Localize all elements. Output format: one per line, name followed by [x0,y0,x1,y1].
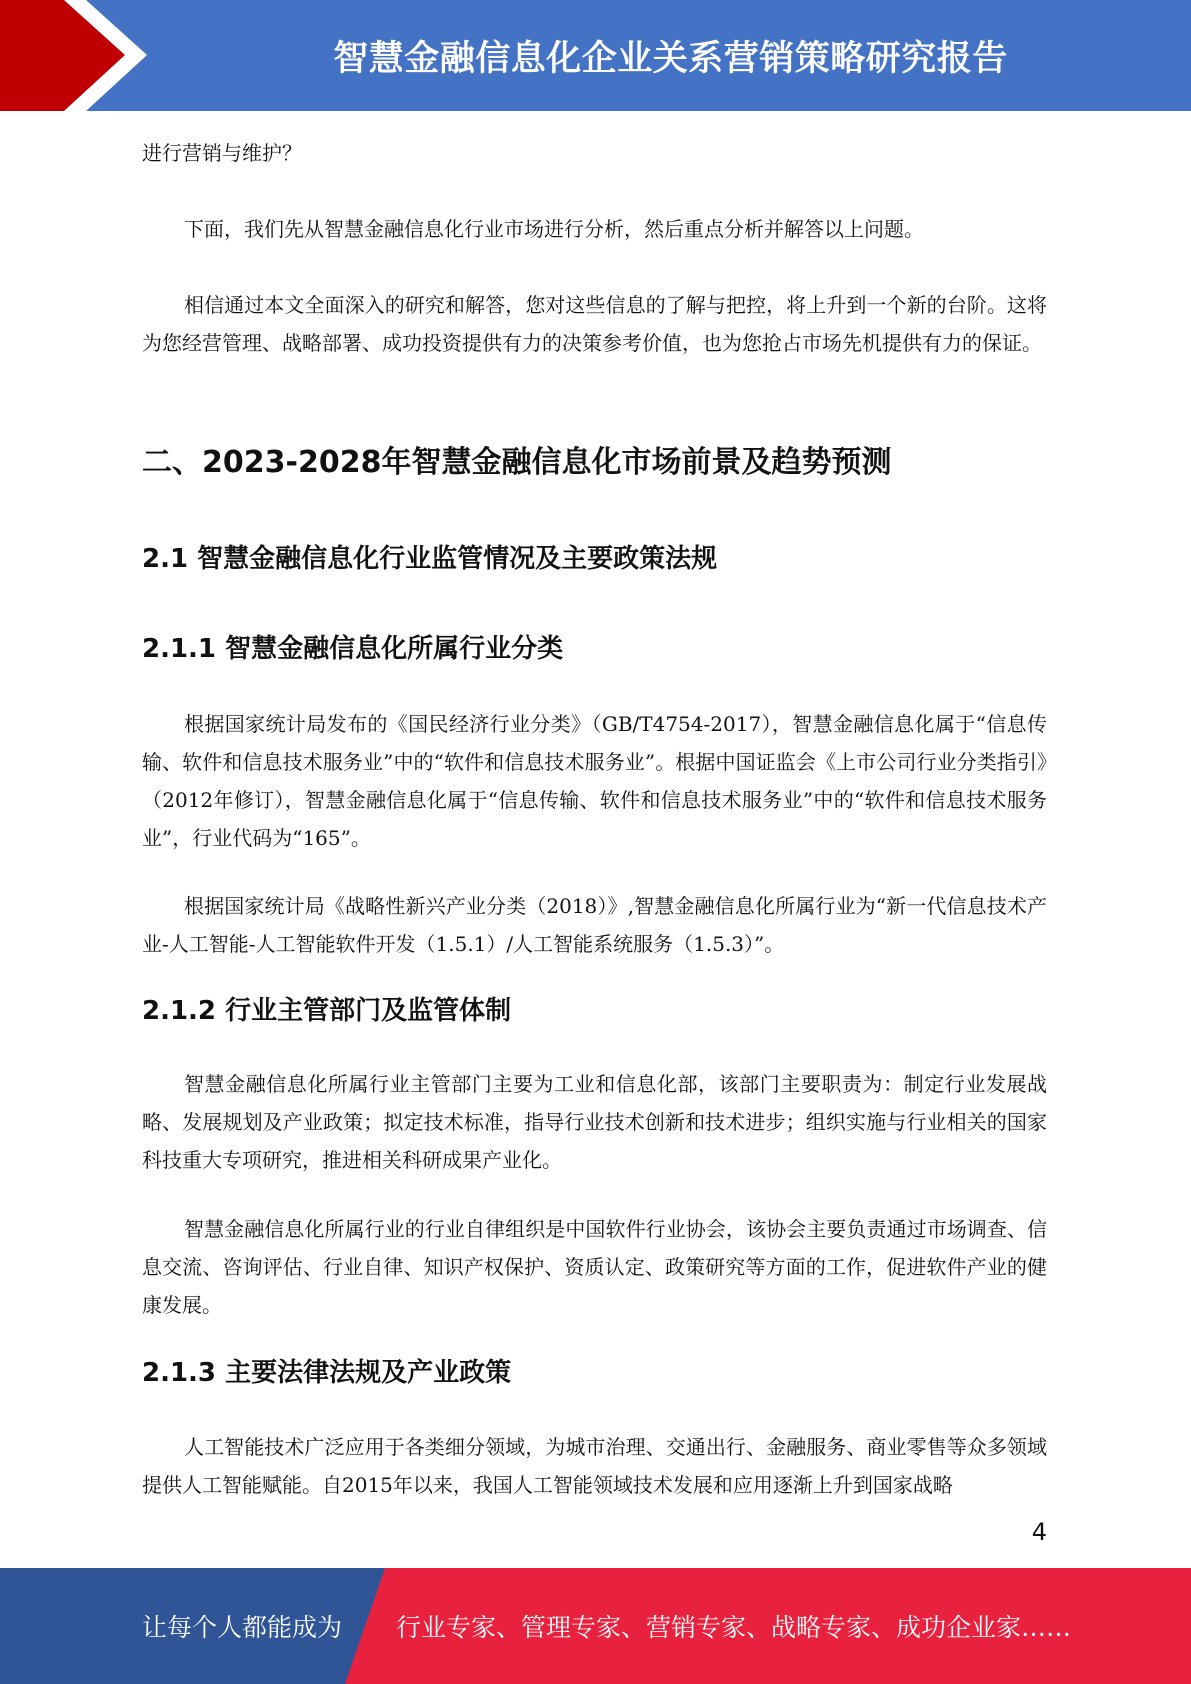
paragraph-continued: 进行营销与维护？ [142,141,302,165]
page-number: 4 [1031,1518,1047,1546]
section-heading: 二、2023-2028年智慧金融信息化市场前景及趋势预测 [142,445,892,480]
paragraph-intro: 下面，我们先从智慧金融信息化行业市场进行分析，然后重点分析并解答以上问题。 [184,217,924,241]
subsubsection-heading-regulator: 2.1.2 行业主管部门及监管体制 [142,996,512,1026]
paragraph-policies: 人工智能技术广泛应用于各类细分领域，为城市治理、交通出行、金融服务、商业零售等众多领域提供人工智能赋能。自2015年以来，我国人工智能领域技术发展和应用逐渐上升到国家战略 [142,1435,1047,1497]
footer-slogan-left: 让每个人都能成为 [142,1613,343,1642]
page-footer [0,1568,1191,1684]
paragraph-strategic-industry: 根据国家统计局《战略性新兴产业分类（2018）》,智慧金融信息化所属行业为“新一代信息技术产业-人工智能-人工智能软件开发（1.5.1）/人工智能系统服务（1.5.3）”。 [142,894,1047,956]
paragraph-association: 智慧金融信息化所属行业的行业自律组织是中国软件行业协会，该协会主要负责通过市场调查、信息交流、咨询评估、行业自律、知识产权保护、资质认定、政策研究等方面的工作，促进软件产业的健康发展。 [142,1217,1047,1317]
footer-slogan-right: 行业专家、管理专家、营销专家、战略专家、成功企业家…… [396,1613,1072,1642]
paragraph-classification: 根据国家统计局发布的《国民经济行业分类》（GB/T4754-2017），智慧金融信息化属于“信息传输、软件和信息技术服务业”中的“软件和信息技术服务业”。根据中国证监会《上市公司行业分类指引》（2012年修订），智慧金融信息化属于“信息传输、软件和信息技术服务业”中的“软件和信息技术服务业”，行业代码为“165”。 [142,712,1047,850]
subsection-heading: 2.1 智慧金融信息化行业监管情况及主要政策法规 [142,544,718,574]
page-header [0,0,1191,111]
subsubsection-heading-policies: 2.1.3 主要法律法规及产业政策 [142,1358,512,1388]
report-title: 智慧金融信息化企业关系营销策略研究报告 [333,38,1008,79]
header-arrow-decoration [0,0,160,111]
subsubsection-heading-classification: 2.1.1 智慧金融信息化所属行业分类 [142,634,564,664]
paragraph-regulator: 智慧金融信息化所属行业主管部门主要为工业和信息化部，该部门主要职责为：制定行业发展战略、发展规划及产业政策；拟定技术标准，指导行业技术创新和技术进步；组织实施与行业相关的国家科技重大专项研究，推进相关科研成果产业化。 [142,1072,1047,1172]
paragraph-value: 相信通过本文全面深入的研究和解答，您对这些信息的了解与把控，将上升到一个新的台阶。这将为您经营管理、战略部署、成功投资提供有力的决策参考价值，也为您抢占市场先机提供有力的保证。 [142,293,1047,355]
